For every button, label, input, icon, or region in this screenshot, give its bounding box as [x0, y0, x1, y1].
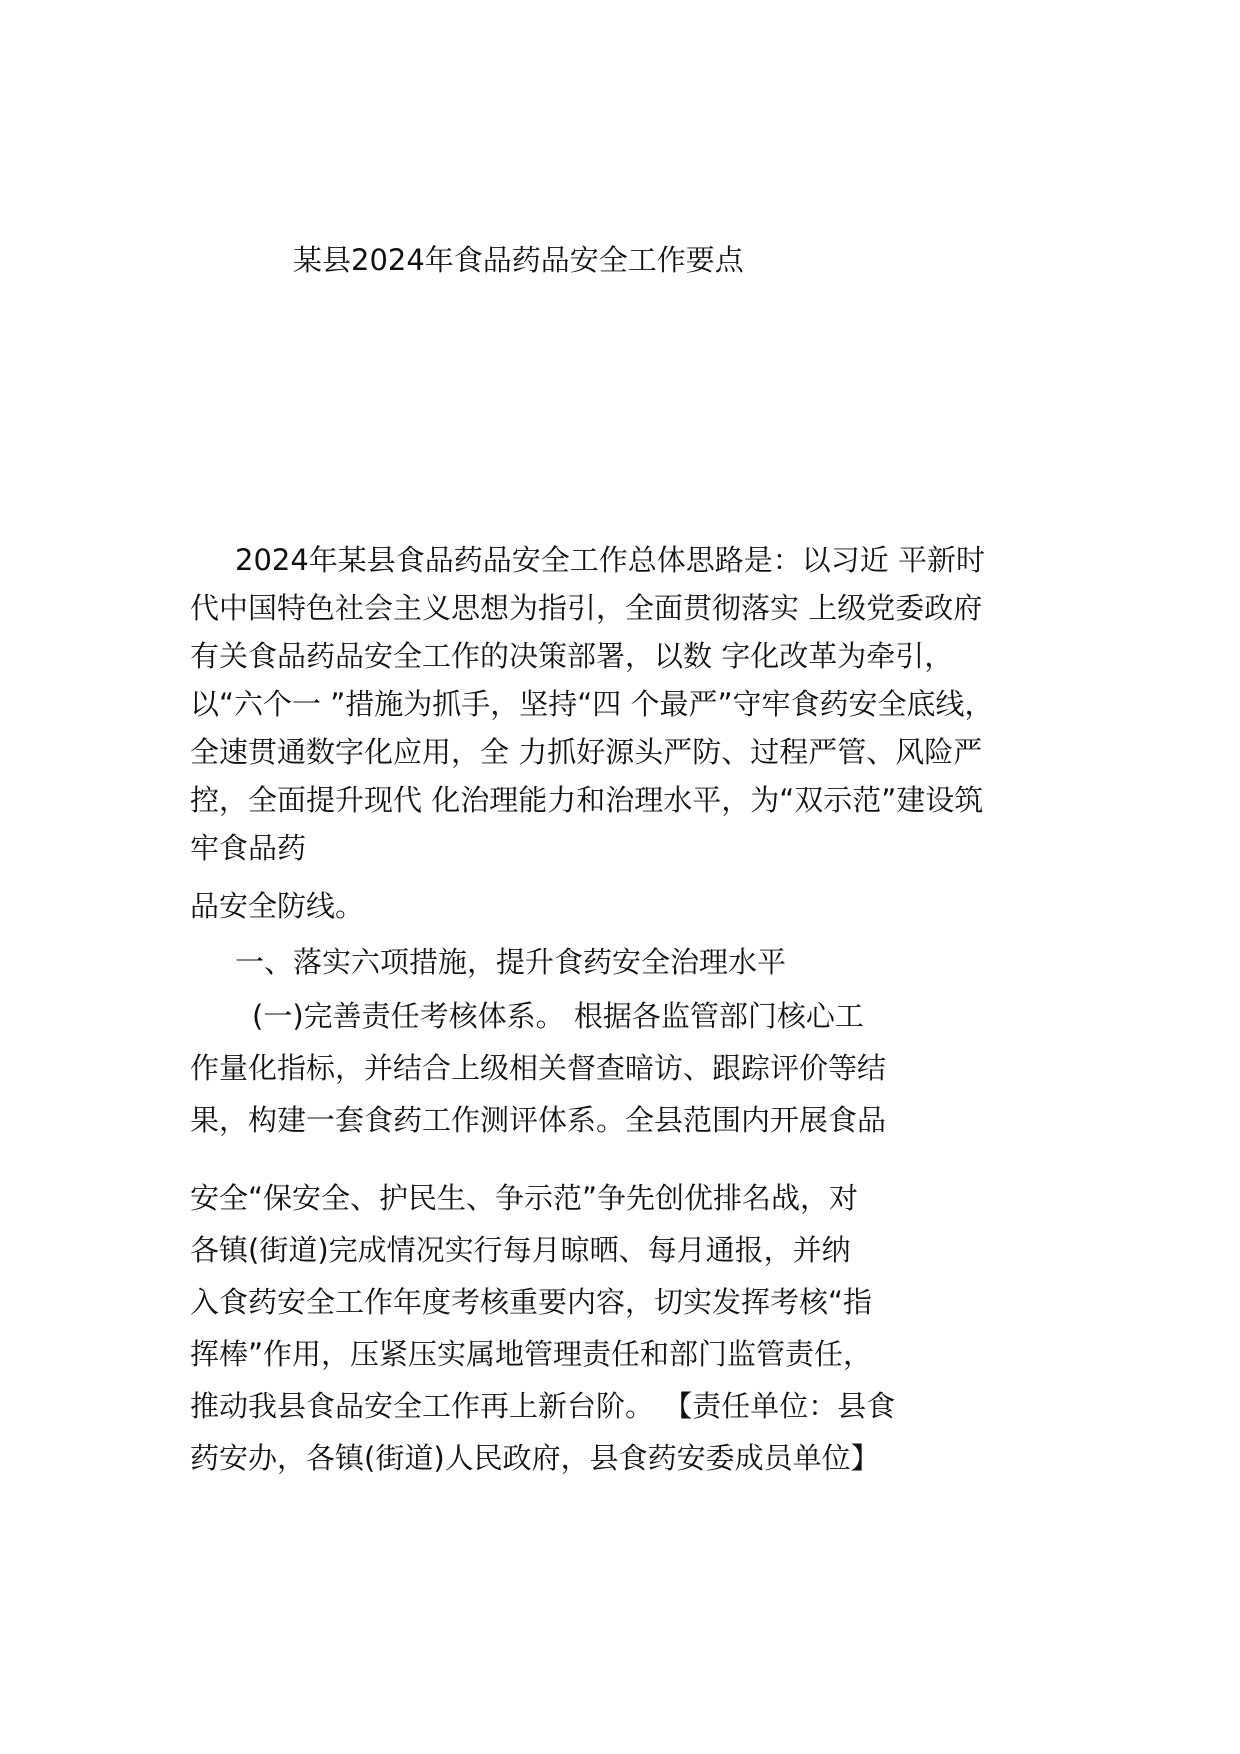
subsection-line: 果，构建一套食药工作测评体系。全县范围内开展食品 [190, 1103, 887, 1137]
intro-line: 2024年某县食品药品安全工作总体思路是：以习近 平新时 [235, 543, 986, 577]
intro-line: 控，全面提升现代 化治理能力和治理水平，为“双示范”建设筑 [190, 783, 984, 817]
subsection-line: 作量化指标，并结合上级相关督查暗访、跟踪评价等结 [190, 1051, 887, 1085]
subsection-line: (一)完善责任考核体系。 根据各监管部门核心工 [252, 999, 864, 1033]
subsection-line: 安全“保安全、护民生、争示范”争先创优排名战，对 [190, 1181, 859, 1215]
intro-line: 品安全防线。 [190, 889, 365, 923]
intro-line: 全速贯通数字化应用，全 力抓好源头严防、过程严管、风险严 [190, 735, 983, 769]
section-heading: 一、落实六项措施，提升食药安全治理水平 [235, 945, 787, 979]
subsection-line: 推动我县食品安全工作再上新台阶。 【责任单位：县食 [190, 1389, 896, 1423]
document-title: 某县2024年食品药品安全工作要点 [293, 243, 744, 277]
subsection-line: 各镇(街道)完成情况实行每月晾晒、每月通报，并纳 [190, 1233, 851, 1267]
intro-line: 代中国特色社会主义思想为指引，全面贯彻落实 上级党委政府 [190, 591, 983, 625]
intro-line: 以“六个一 ”措施为抓手，坚持“四 个最严”守牢食药安全底线， [190, 687, 994, 721]
subsection-line: 挥棒”作用，压紧压实属地管理责任和部门监管责任， [190, 1337, 873, 1371]
intro-line: 有关食品药品安全工作的决策部署，以数 字化改革为牵引， [190, 639, 954, 673]
subsection-line: 入食药安全工作年度考核重要内容，切实发挥考核“指 [190, 1285, 873, 1319]
intro-line: 牢食品药 [190, 831, 307, 865]
subsection-line: 药安办，各镇(街道)人民政府，县食药安委成员单位】 [190, 1441, 880, 1475]
